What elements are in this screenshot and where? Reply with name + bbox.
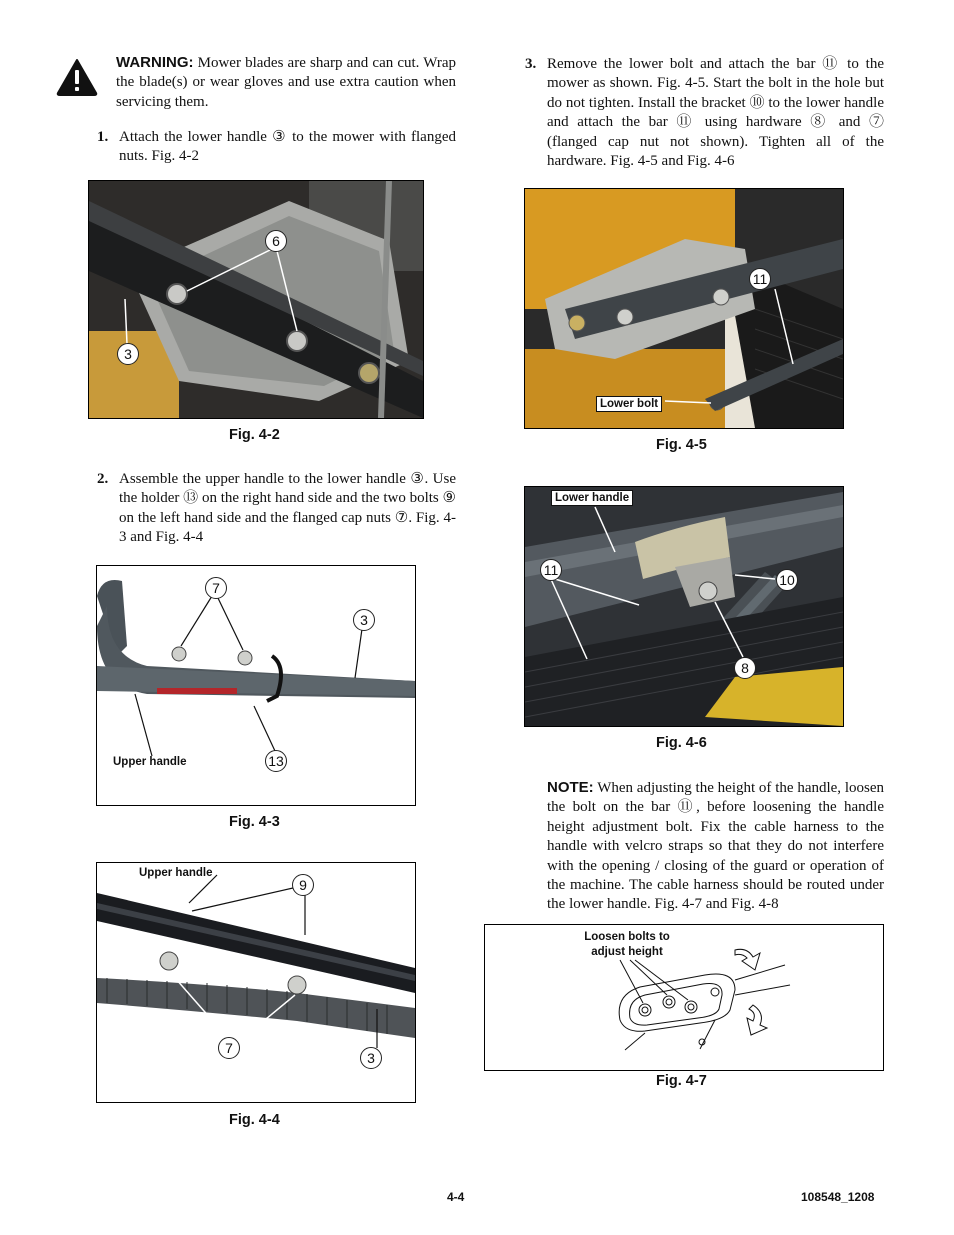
- callout: 3: [117, 343, 139, 365]
- callout: 10: [776, 569, 798, 591]
- step-2: [97, 470, 456, 548]
- figure-caption: Fig. 4-2: [229, 427, 280, 443]
- callout: 11: [540, 559, 562, 581]
- callout: 7: [205, 577, 227, 599]
- step-number: 3.: [525, 56, 537, 72]
- callout: 3: [353, 609, 375, 631]
- page-number: 4-4: [447, 1190, 465, 1204]
- step-text: Attach the lower handle ③ to the mower with flanged nuts. Fig. 4-2: [119, 129, 456, 165]
- figure-label: Lower bolt: [596, 396, 662, 412]
- figure-caption: Fig. 4-5: [656, 437, 707, 453]
- callout: 6: [265, 230, 287, 252]
- figure-caption: Fig. 4-6: [656, 735, 707, 751]
- note-title: NOTE:: [547, 779, 594, 796]
- step-1: [97, 128, 456, 167]
- figure-label: Lower handle: [551, 490, 633, 506]
- figure-caption: Fig. 4-7: [656, 1073, 707, 1089]
- callout: 7: [218, 1037, 240, 1059]
- step-text: Assemble the upper handle to the lower handle ③. Use the holder ⑬ on the right hand side and the two bolts ⑨ on the left hand side and the flanged cap nuts ⑦. Fig. 4-3 and Fig. 4-4: [119, 471, 456, 546]
- figure-4-6: [524, 486, 844, 727]
- note-text: When adjusting the height of the handle, loosen the bolt on the bar ⑪, before loosening the handle height adjustment bolt. Fix the cable harness to the handle with velcro straps so that they do not interfere with the opening / closing of the guard or operation of the machine. The cable harness should be routed under the lower handle. Fig. 4-7 and Fig. 4-8: [547, 780, 884, 913]
- warning-title: WARNING:: [116, 54, 194, 71]
- warning-icon: [56, 58, 98, 96]
- callout: 8: [734, 657, 756, 679]
- step-text: Remove the lower bolt and attach the bar ⑪ to the mower as shown. Fig. 4-5. Start the bolt in the hole but do not tighten. Install the bracket ⑩ to the lower handle and attach the bar ⑪ using hardware ⑧ and ⑦ (flanged cap nut not shown). Tighten all of the hardware. Fig. 4-5 and Fig. 4-6: [547, 56, 884, 170]
- figure-label: Loosen bolts to adjust height: [584, 931, 670, 958]
- figure-4-3: [96, 565, 416, 806]
- figure-caption: Fig. 4-4: [229, 1112, 280, 1128]
- note-block: [547, 778, 884, 915]
- figure-4-5: [524, 188, 844, 429]
- document-number: 108548_1208: [801, 1190, 875, 1204]
- warning-block: [116, 53, 456, 112]
- step-number: 1.: [97, 129, 109, 145]
- figure-label: Upper handle: [113, 756, 187, 768]
- step-3: [525, 55, 884, 171]
- figure-caption: Fig. 4-3: [229, 814, 280, 830]
- figure-4-4: [96, 862, 416, 1103]
- figure-4-2: [88, 180, 424, 419]
- callout: 11: [749, 268, 771, 290]
- callout: 9: [292, 874, 314, 896]
- figure-4-7: [484, 924, 884, 1071]
- callout: 13: [265, 750, 287, 772]
- callout: 3: [360, 1047, 382, 1069]
- warning-text: Mower blades are sharp and can cut. Wrap the blade(s) or wear gloves and use extra caution when servicing them.: [116, 55, 457, 110]
- figure-label: Upper handle: [139, 867, 213, 879]
- step-number: 2.: [97, 471, 109, 487]
